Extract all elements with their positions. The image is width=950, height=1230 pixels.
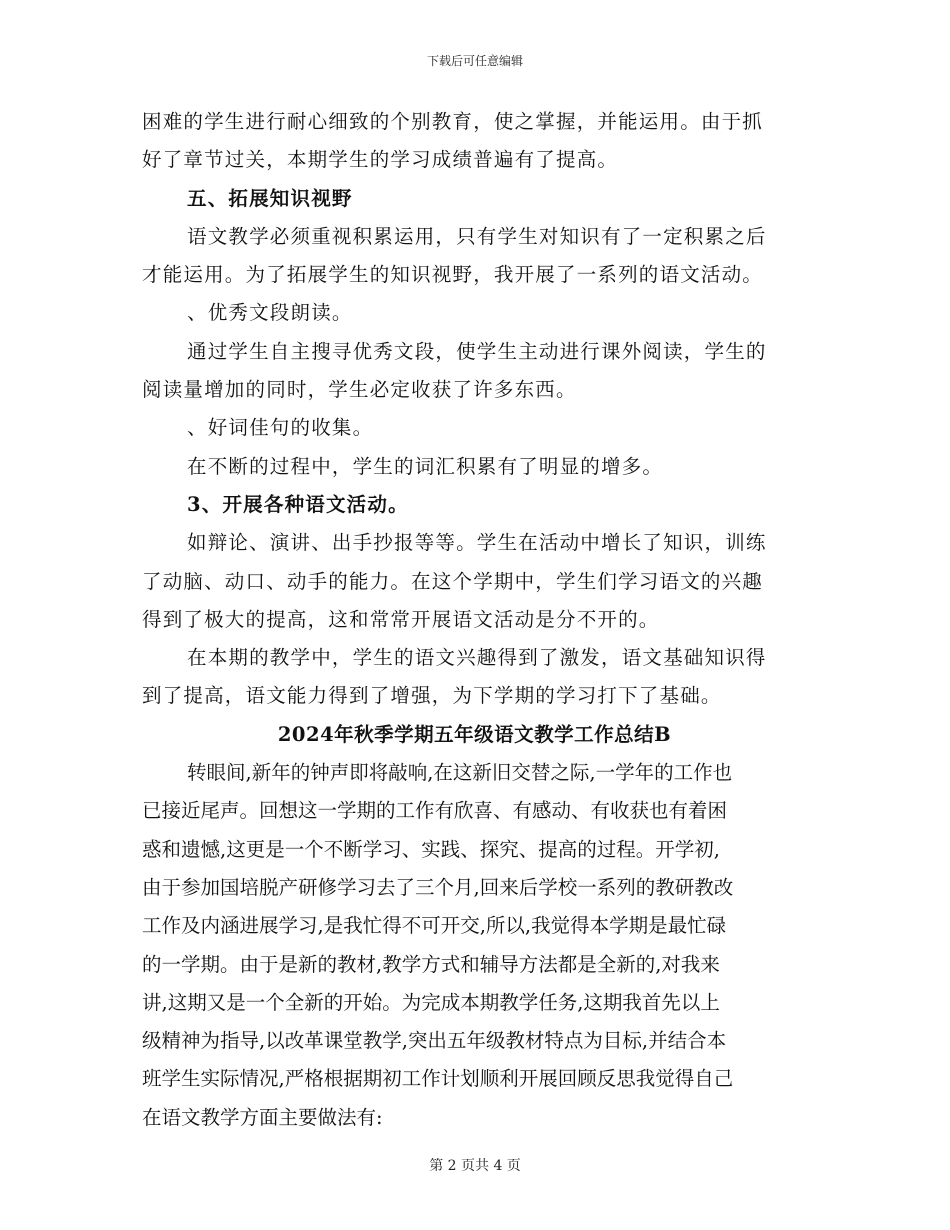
body-line: 阅读量增加的同时，学生必定收获了许多东西。 xyxy=(142,378,577,402)
body-line: 班学生实际情况,严格根据期初工作计划顺利开展回顾反思我觉得自己 xyxy=(142,1067,734,1091)
section-heading: 五、拓展知识视野 xyxy=(187,186,353,210)
body-line: 了动脑、动口、动手的能力。在这个学期中，学生们学习语文的兴趣 xyxy=(142,569,764,593)
page-header: 下载后可任意编辑 xyxy=(426,54,523,68)
page-footer: 第 2 页共 4 页 xyxy=(429,1158,521,1174)
body-line: 惑和遗憾,这更是一个不断学习、实践、探究、提高的过程。开学初, xyxy=(142,837,720,861)
document-title: 2024年秋季学期五年级语文教学工作总结B xyxy=(277,722,672,746)
body-line: 在本期的教学中，学生的语文兴趣得到了激发，语文基础知识得 xyxy=(187,646,767,670)
body-line: 已接近尾声。回想这一学期的工作有欣喜、有感动、有收获也有着困 xyxy=(142,799,728,823)
body-line: 好了章节过关，本期学生的学习成绩普遍有了提高。 xyxy=(142,148,619,172)
body-line: 工作及内涵进展学习,是我忙得不可开交,所以,我觉得本学期是最忙碌 xyxy=(142,914,727,938)
body-line: 转眼间,新年的钟声即将敲响,在这新旧交替之际,一学年的工作也 xyxy=(187,761,733,785)
body-line: 困难的学生进行耐心细致的个别教育，使之掌握，并能运用。由于抓 xyxy=(142,110,764,133)
body-line: 到了提高，语文能力得到了增强，为下学期的学习打下了基础。 xyxy=(142,684,722,708)
body-line: 如辩论、演讲、出手抄报等等。学生在活动中增长了知识，训练 xyxy=(187,531,767,555)
body-line: 通过学生自主搜寻优秀文段，使学生主动进行课外阅读，学生的 xyxy=(187,339,767,363)
body-line: 讲,这期又是一个全新的开始。为完成本期教学任务,这期我首先以上 xyxy=(142,990,720,1014)
list-item: 、好词佳句的收集。 xyxy=(187,416,374,440)
document-body xyxy=(142,103,807,1137)
body-line: 级精神为指导,以改革课堂教学,突出五年级教材特点为目标,并结合本 xyxy=(142,1029,727,1053)
body-line: 才能运用。为了拓展学生的知识视野，我开展了一系列的语文活动。 xyxy=(142,263,764,287)
body-line: 得到了极大的提高，这和常常开展语文活动是分不开的。 xyxy=(142,607,660,631)
body-line: 在不断的过程中，学生的词汇积累有了明显的增多。 xyxy=(187,454,664,478)
body-line: 在语文教学方面主要做法有: xyxy=(142,1105,383,1129)
section-heading: 3、开展各种语文活动。 xyxy=(187,492,409,516)
body-line: 语文教学必须重视积累运用，只有学生对知识有了一定积累之后 xyxy=(187,224,767,248)
body-line: 由于参加国培脱产研修学习去了三个月,回来后学校一系列的教研教改 xyxy=(142,875,734,899)
list-item: 、优秀文段朗读。 xyxy=(187,301,353,325)
body-line: 的一学期。由于是新的教材,教学方式和辅导方法都是全新的,对我来 xyxy=(142,952,720,976)
